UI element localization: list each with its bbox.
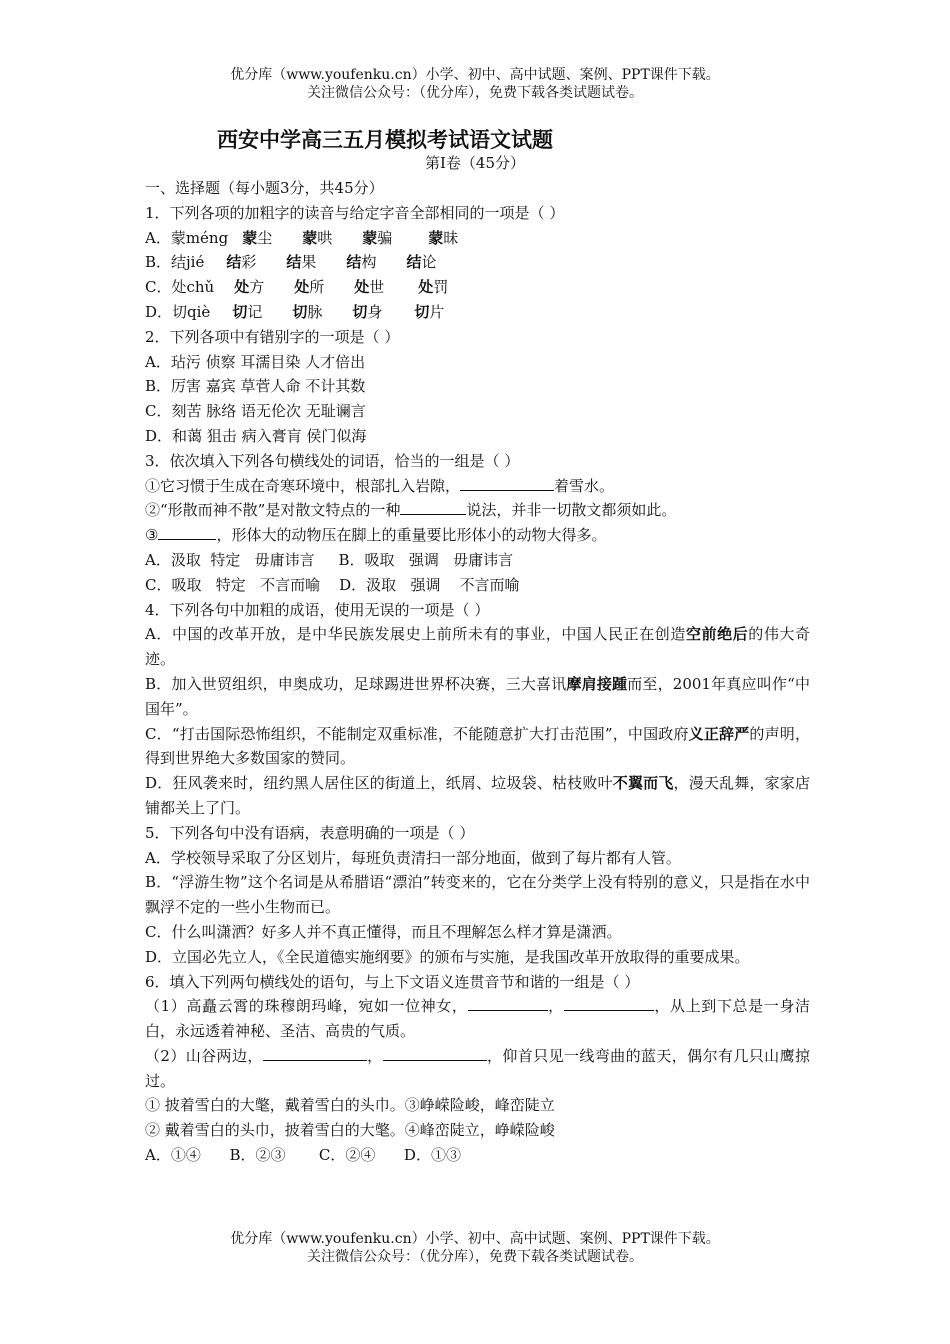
sentence-text: （2）山谷两边，	[145, 1046, 263, 1065]
q1-stem: 1．下列各项的加粗字的读音与给定字音全部相同的一项是（ ）	[145, 203, 565, 222]
fill-blank	[400, 500, 466, 515]
option-text: A．中国的改革开放，是中华民族发展史上前所未有的事业，中国人民正在创造	[145, 625, 686, 644]
option-word: 切脉	[292, 302, 323, 321]
option-word: 结彩	[226, 253, 257, 272]
idiom-bold: 义正辞严	[688, 724, 750, 743]
q2-option-c: C．刻苦 脉络 语无伦次 无耻谰言	[145, 402, 366, 421]
q3-sentence-3	[145, 523, 810, 548]
q6-options: A．①④ B．②③ C．②④ D．①③	[145, 1146, 461, 1165]
q5-stem: 5．下列各句中没有语病，表意明确的一项是（ ）	[145, 823, 475, 842]
idiom-bold: 摩肩接踵	[566, 674, 628, 693]
option-word: 蒙哄	[302, 228, 333, 247]
page-header	[0, 66, 950, 102]
option-label: C．处chǔ	[145, 278, 215, 297]
option-word: 切记	[232, 302, 263, 321]
q2-option-b: B．厉害 嘉宾 草菅人命 不计其数	[145, 377, 366, 396]
option-word: 结论	[406, 253, 437, 272]
option-word: 切身	[352, 302, 383, 321]
idiom-bold: 空前绝后	[685, 625, 749, 644]
sentence-text: ，仰首只见一线弯曲的蓝天，偶尔有几只山鹰掠过。	[145, 1046, 810, 1090]
option-text: D．狂风袭来时，纽约黑人居住区的街道上，纸屑、垃圾袋、枯枝败叶	[145, 774, 613, 793]
exam-body	[145, 176, 810, 1168]
sentence-text: ，	[547, 997, 564, 1016]
page-footer	[0, 1230, 950, 1266]
q3-sentence-1	[145, 474, 810, 499]
fill-blank	[158, 525, 216, 540]
q4-option-a	[145, 622, 810, 672]
q1-option-a	[145, 226, 810, 251]
exam-subtitle: 第Ⅰ卷（45分）	[424, 154, 525, 172]
q1-option-b	[145, 250, 810, 275]
option-word: 蒙昧	[428, 228, 459, 247]
option-word: 蒙骗	[362, 228, 393, 247]
fill-blank	[263, 1046, 367, 1061]
fill-blank	[468, 996, 548, 1011]
q5-option-b: B．“浮游生物”这个名词是从希腊语“漂泊”转变来的，它在分类学上没有特别的意义，只是指在水中飘浮不定的一些小生物而已。	[145, 873, 810, 917]
q1-option-c	[145, 275, 810, 300]
q4-stem: 4．下列各句中加粗的成语，使用无误的一项是（ ）	[145, 600, 490, 619]
q6-sentence-1	[145, 994, 810, 1044]
option-word: 处方	[234, 278, 265, 297]
q6-choice-line-2: ② 戴着雪白的头巾，披着雪白的大氅。④峰峦陡立，峥嵘险峻	[145, 1121, 555, 1140]
footer-line-1: 优分库（www.youfenku.cn）小学、初中、高中试题、案例、PPT课件下载。	[230, 1231, 720, 1247]
option-word: 处罚	[418, 278, 449, 297]
fill-blank	[564, 996, 654, 1011]
section-heading: 一、选择题（每小题3分，共45分）	[145, 179, 384, 197]
option-word: 切片	[414, 302, 445, 321]
fill-blank	[383, 1046, 487, 1061]
sentence-text: （1）高矗云霄的珠穆朗玛峰，宛如一位神女，	[145, 997, 468, 1016]
q4-option-d	[145, 771, 810, 821]
option-word: 处所	[294, 278, 325, 297]
option-text: 而至，2001年真应叫作“中国年”。	[145, 674, 810, 718]
sentence-text: ，从上到下总是一身洁白，永远透着神秘、圣洁、高贵的气质。	[145, 997, 810, 1041]
q3-options-ab: A．汲取 特定 毋庸讳言 B．吸取 强调 毋庸讳言	[145, 550, 514, 569]
q3-sentence-2	[145, 498, 810, 523]
q3-options-cd: C．吸取 特定 不言而喻 D．汲取 强调 不言而喻	[145, 575, 520, 594]
q6-stem: 6．填入下列两句横线处的语句，与上下文语义连贯音节和谐的一组是（ ）	[145, 972, 640, 991]
footer-line-2: 关注微信公众号：（优分库），免费下载各类试题试卷。	[307, 1249, 643, 1265]
option-text: ，漫天乱舞，家家店铺都关上了门。	[145, 774, 810, 817]
sentence-text: ，	[366, 1046, 383, 1065]
q5-option-c: C．什么叫潇洒？好多人并不真正懂得，而且不理解怎么样才算是潇洒。	[145, 922, 622, 941]
option-word: 结果	[286, 253, 317, 272]
q2-option-a: A．玷污 侦察 耳濡目染 人才倍出	[145, 352, 366, 371]
option-word: 蒙尘	[242, 228, 273, 247]
fill-blank	[460, 476, 554, 491]
q5-option-d: D．立国必先立人，《全民道德实施纲要》的颁布与实施，是我国改革开放取得的重要成果。	[145, 947, 750, 966]
sentence-text: ②“形散而神不散”是对散文特点的一种	[145, 501, 401, 520]
sentence-text: ①它习惯于生成在奇寒环境中，根部扎入岩隙，	[145, 476, 461, 495]
option-label: B．结jié	[145, 253, 205, 272]
q6-choice-line-1: ① 披着雪白的大氅，戴着雪白的头巾。③峥嵘险峻，峰峦陡立	[145, 1096, 555, 1115]
idiom-bold: 不翼而飞	[612, 774, 674, 793]
sentence-text: ，形体大的动物压在脚上的重量要比形体小的动物大得多。	[216, 526, 607, 545]
option-label: A．蒙méng	[145, 228, 229, 247]
option-text: C．“打击国际恐怖组织，不能制定双重标准，不能随意扩大打击范围”，中国政府	[145, 724, 689, 743]
q5-option-a: A．学校领导采取了分区划片，每班负责清扫一部分地面，做到了每片都有人管。	[145, 848, 681, 867]
option-text: B．加入世贸组织，申奥成功，足球踢进世界杯决赛，三大喜讯	[145, 674, 567, 693]
exam-title: 西安中学高三五月模拟考试语文试题	[217, 128, 553, 152]
option-word: 结构	[346, 253, 377, 272]
sentence-text: 着雪水。	[554, 476, 615, 495]
option-text: 的伟大奇迹。	[145, 625, 810, 669]
option-word: 处世	[354, 278, 385, 297]
q4-option-b	[145, 672, 810, 722]
q1-option-d	[145, 300, 810, 325]
q2-stem: 2．下列各项中有错别字的一项是（ ）	[145, 327, 400, 346]
option-text: 的声明，得到世界绝大多数国家的赞同。	[145, 724, 810, 768]
q4-option-c	[145, 722, 810, 772]
q6-sentence-2	[145, 1044, 810, 1094]
header-line-2: 关注微信公众号：（优分库），免费下载各类试题试卷。	[307, 85, 643, 101]
sentence-text: ③	[145, 526, 159, 545]
sentence-text: 说法，并非一切散文都须如此。	[466, 501, 677, 520]
option-label: D．切qiè	[145, 302, 211, 321]
header-line-1: 优分库（www.youfenku.cn）小学、初中、高中试题、案例、PPT课件下载。	[230, 67, 720, 83]
q3-stem: 3．依次填入下列各句横线处的词语，恰当的一组是（ ）	[145, 451, 520, 470]
q2-option-d: D．和蔼 狙击 病入膏肓 侯门似海	[145, 426, 367, 445]
